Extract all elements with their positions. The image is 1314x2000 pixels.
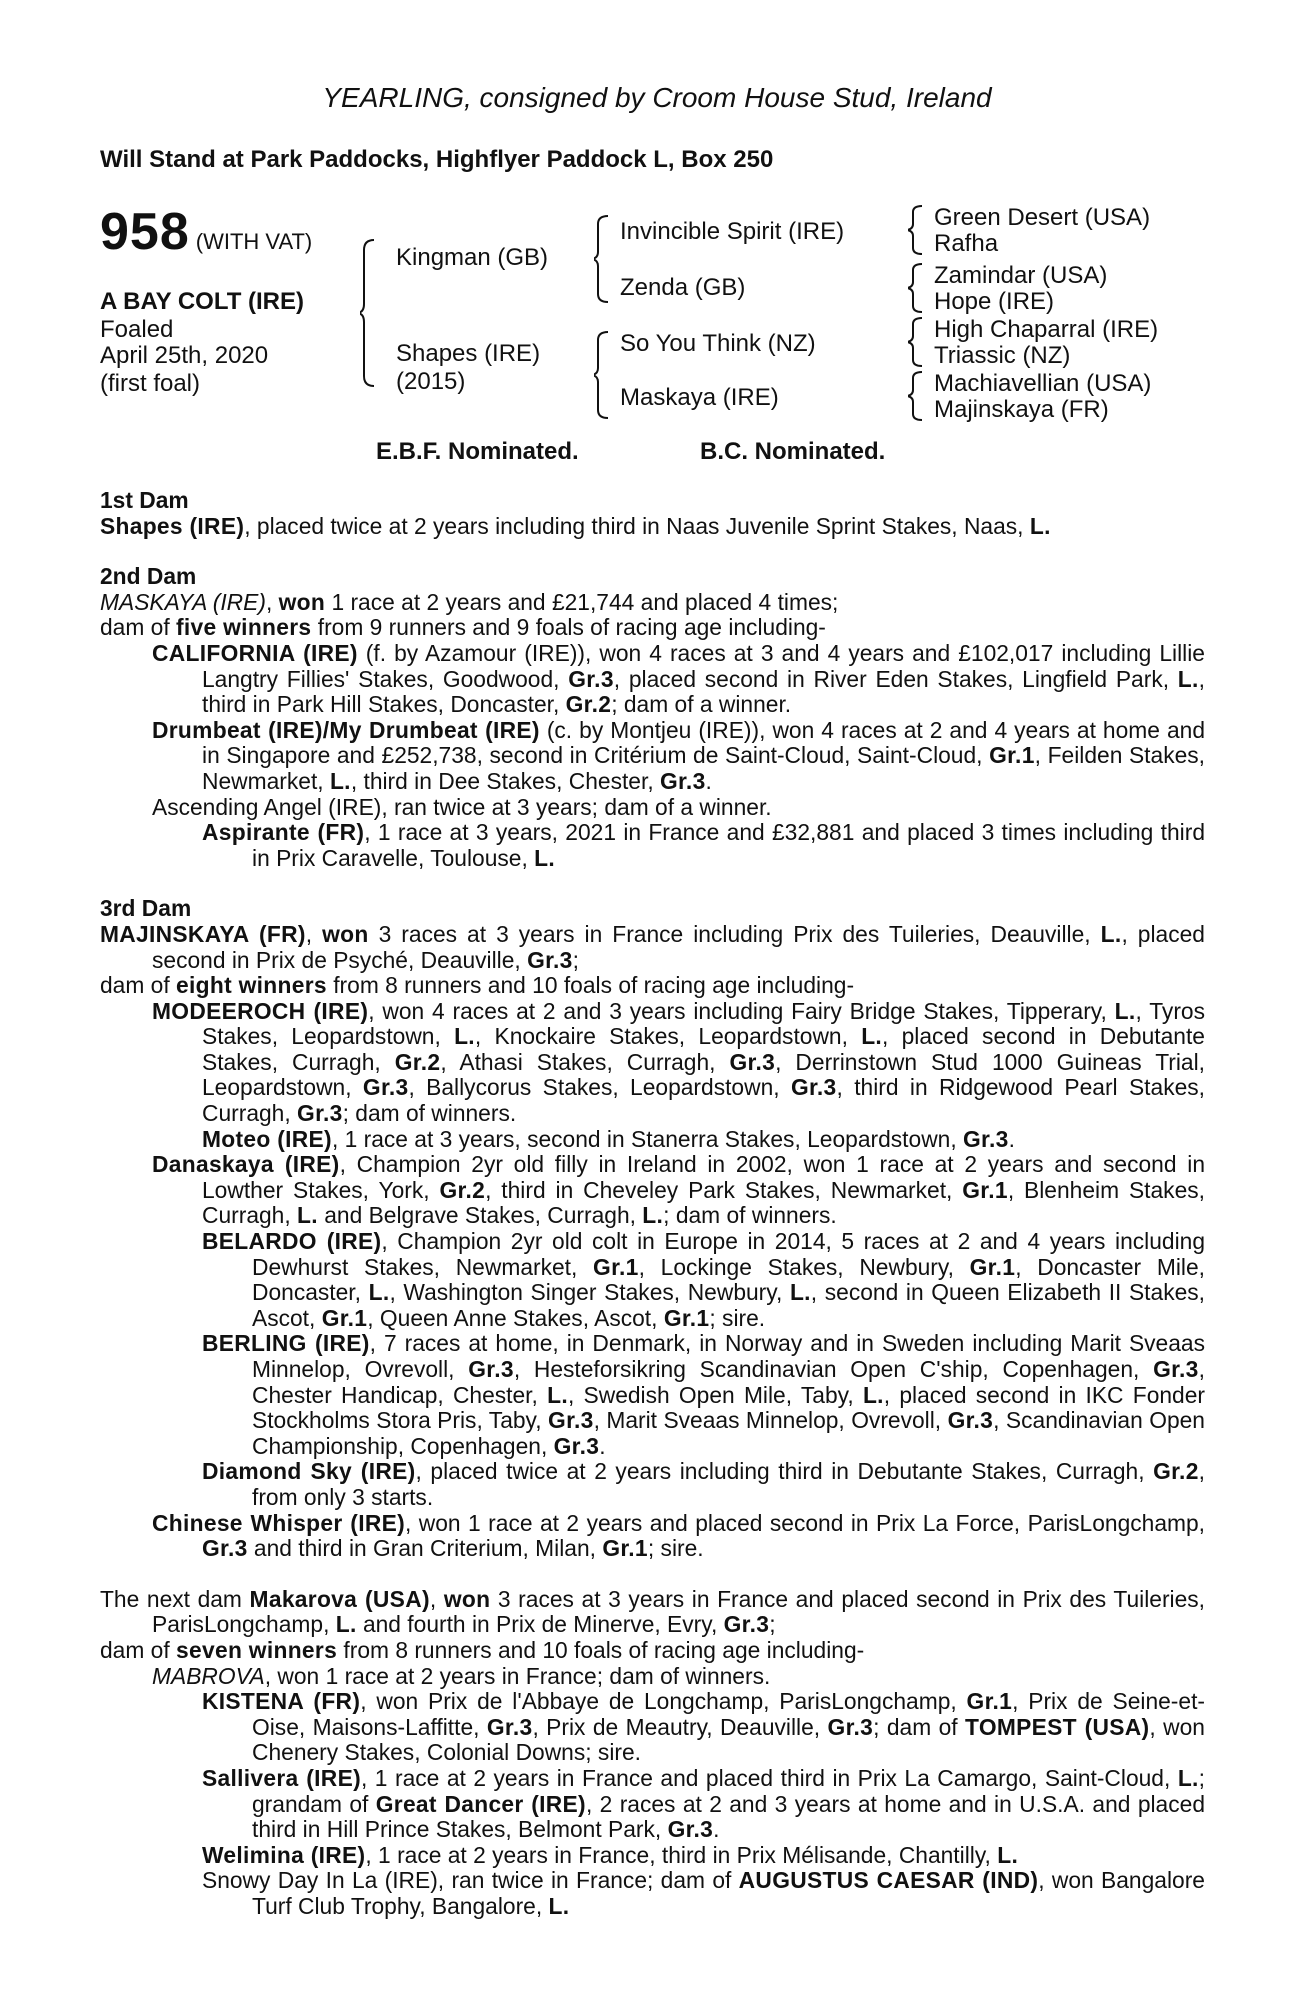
produce-snowy-day: Snowy Day In La (IRE), ran twice in France; dam of AUGUSTUS CAESAR (IND), won Bangalore Turf Club Trophy, Bangalore, L. — [202, 1867, 1205, 1919]
lot-number: 958 — [100, 203, 190, 261]
pedigree-brace — [594, 214, 610, 304]
dam3-record: MAJINSKAYA (FR), won 3 races at 3 years in France including Prix des Tuileries, Deauville, L., placed second in Prix de Psyché, Deauville, Gr.3; — [100, 920, 1205, 973]
produce-danaskaya: Danaskaya (IRE), Champion 2yr old filly in Ireland in 2002, won 1 race at 2 years and second in Lowther Stakes, York, Gr.2, third in Cheveley Park Stakes, Newmarket, Gr.1, Blenheim Stakes, Curragh, L. and Belgrave Stakes, Curragh, L.; dam of winners. — [152, 1151, 1205, 1229]
foaled-date: April 25th, 2020 — [100, 342, 269, 369]
pedigree-sire: Kingman (GB) — [396, 244, 549, 271]
pedigree-brace — [360, 238, 376, 388]
pedigree-brace — [908, 370, 924, 422]
lot-number-block — [100, 202, 312, 262]
produce-moteo: Moteo (IRE), 1 race at 3 years, second in Stanerra Stakes, Leopardstown, Gr.3. — [202, 1125, 1015, 1152]
pedigree-gs2: Zenda (GB) — [620, 274, 746, 301]
dam3-title: 3rd Dam — [100, 895, 192, 922]
pedigree-brace — [908, 262, 924, 314]
dam2-title: 2nd Dam — [100, 563, 197, 590]
pedigree-brace — [594, 330, 610, 420]
produce-drumbeat: Drumbeat (IRE)/My Drumbeat (IRE) (c. by Montjeu (IRE)), won 4 races at 2 and 4 years at home and in Singapore and £252,738, second in Critérium de Saint-Cloud, Saint-Cloud, Gr.1, Feilden Stakes, Newmarket, L., third in Dee Stakes, Chester, Gr.3. — [152, 716, 1206, 794]
produce-berling: BERLING (IRE), 7 races at home, in Denmark, in Norway and in Sweden including Marit Sveaas Minnelop, Ovrevoll, Gr.3, Hesteforsikring Scandinavian Open C'ship, Copenhagen, Gr.3, Chester Handicap, Chester, L., Swedish Open Mile, Taby, L., placed second in IKC Fonder Stockholms Stora Pris, Taby, Gr.3, Marit Sveaas Minnelop, Ovrevoll, Gr.3, Scandinavian Open Championship, Copenhagen, Gr.3. — [202, 1330, 1205, 1459]
vat-note: (WITH VAT) — [195, 229, 313, 254]
next-dam-produce: dam of seven winners from 8 runners and 10 foals of racing age including- — [100, 1636, 865, 1663]
next-dam-record: The next dam Makarova (USA), won 3 races at 3 years in France and placed second in Prix des Tuileries, ParisLongchamp, L. and fourth in Prix de Minerve, Evry, Gr.3; — [100, 1585, 1206, 1638]
produce-mabrova: MABROVA, won 1 race at 2 years in France; dam of winners. — [152, 1662, 771, 1689]
dam1-title: 1st Dam — [100, 487, 189, 513]
pedigree-ggs5: High Chaparral (IRE) — [934, 316, 1159, 343]
produce-ascending-angel: Ascending Angel (IRE), ran twice at 3 years; dam of a winner. — [152, 793, 772, 820]
produce-modeeroch: MODEEROCH (IRE), won 4 races at 2 and 3 years including Fairy Bridge Stakes, Tipperary, L., Tyros Stakes, Leopardstown, L., Knockaire Stakes, Leopardstown, L., placed second in Debutante Stakes, Curragh, Gr.2, Athasi Stakes, Curragh, Gr.3, Derrinstown Stud 1000 Guineas Trial, Leopardstown, Gr.3, Ballycorus Stakes, Leopardstown, Gr.3, third in Ridgewood Pearl Stakes, Curragh, Gr.3; dam of winners. — [152, 997, 1206, 1127]
dam3-produce: dam of eight winners from 8 runners and 10 foals of racing age including- — [100, 972, 855, 999]
pedigree-gs1: Invincible Spirit (IRE) — [620, 218, 845, 245]
dam1-record: Shapes (IRE), placed twice at 2 years including third in Naas Juvenile Sprint Stakes, Naas, L. — [100, 512, 1051, 539]
pedigree-ggs6: Triassic (NZ) — [934, 342, 1071, 369]
produce-belardo: BELARDO (IRE), Champion 2yr old colt in Europe in 2014, 5 races at 2 and 4 years including Dewhurst Stakes, Newmarket, Gr.1, Lockinge Stakes, Newbury, Gr.1, Doncaster Mile, Doncaster, L., Washington Singer Stakes, Newbury, L., second in Queen Elizabeth II Stakes, Ascot, Gr.1, Queen Anne Stakes, Ascot, Gr.1; sire. — [202, 1228, 1206, 1331]
pedigree-ggs8: Majinskaya (FR) — [934, 396, 1109, 423]
produce-diamond-sky: Diamond Sky (IRE), placed twice at 2 years including third in Debutante Stakes, Curragh, Gr.2, from only 3 starts. — [202, 1458, 1206, 1510]
first-foal-note: (first foal) — [100, 370, 201, 397]
produce-sallivera: Sallivera (IRE), 1 race at 2 years in France and placed third in Prix La Camargo, Saint-Cloud, L.; grandam of Great Dancer (IRE), 2 races at 2 and 3 years at home and in U.S.A. and placed third in Hill Prince Stakes, Belmont Park, Gr.3. — [202, 1764, 1206, 1843]
pedigree-ggs3: Zamindar (USA) — [934, 262, 1108, 289]
pedigree-ggs4: Hope (IRE) — [934, 288, 1055, 315]
stand-location: Will Stand at Park Paddocks, Highflyer Paddock L, Box 250 — [100, 146, 774, 173]
produce-record — [100, 488, 1205, 1919]
pedigree-ggs7: Machiavellian (USA) — [934, 370, 1152, 397]
produce-california: CALIFORNIA (IRE) (f. by Azamour (IRE)), won 4 races at 3 and 4 years and £102,017 including Lillie Langtry Fillies' Stakes, Goodwood, Gr.3, placed second in River Eden Stakes, Lingfield Park, L., third in Park Hill Stakes, Doncaster, Gr.2; dam of a winner. — [152, 639, 1205, 718]
dam2-record: MASKAYA (IRE), won 1 race at 2 years and £21,744 and placed 4 times; — [100, 588, 839, 615]
produce-welimina: Welimina (IRE), 1 race at 2 years in France, third in Prix Mélisande, Chantilly, L. — [202, 1841, 1019, 1868]
pedigree-brace — [908, 204, 924, 256]
pedigree-brace — [908, 316, 924, 368]
pedigree-ggs1: Green Desert (USA) — [934, 204, 1151, 231]
pedigree-gs3: So You Think (NZ) — [620, 330, 816, 357]
produce-aspirante: Aspirante (FR), 1 race at 3 years, 2021 in France and £32,881 and placed 3 times including third in Prix Caravelle, Toulouse, L. — [202, 819, 1205, 871]
ebf-nomination: E.B.F. Nominated. — [376, 438, 579, 465]
lot-header: YEARLING, consigned by Croom House Stud, Ireland — [322, 82, 992, 113]
produce-kistena: KISTENA (FR), won Prix de l'Abbaye de Longchamp, ParisLongchamp, Gr.1, Prix de Seine-et-Oise, Maisons-Laffitte, Gr.3, Prix de Meautry, Deauville, Gr.3; dam of TOMPEST (USA), won Chenery Stakes, Colonial Downs; sire. — [202, 1688, 1206, 1766]
pedigree-dam-year: (2015) — [396, 368, 466, 395]
foaled-label: Foaled — [100, 316, 174, 343]
dam2-produce: dam of five winners from 9 runners and 9 foals of racing age including- — [100, 614, 826, 641]
bc-nomination: B.C. Nominated. — [700, 438, 886, 465]
horse-name: A BAY COLT (IRE) — [100, 288, 305, 315]
pedigree-dam: Shapes (IRE) — [396, 340, 541, 367]
pedigree-ggs2: Rafha — [934, 230, 999, 257]
pedigree-gs4: Maskaya (IRE) — [620, 384, 779, 411]
produce-chinese-whisper: Chinese Whisper (IRE), won 1 race at 2 years and placed second in Prix La Force, ParisLongchamp, Gr.3 and third in Gran Criterium, Milan, Gr.1; sire. — [152, 1509, 1206, 1562]
